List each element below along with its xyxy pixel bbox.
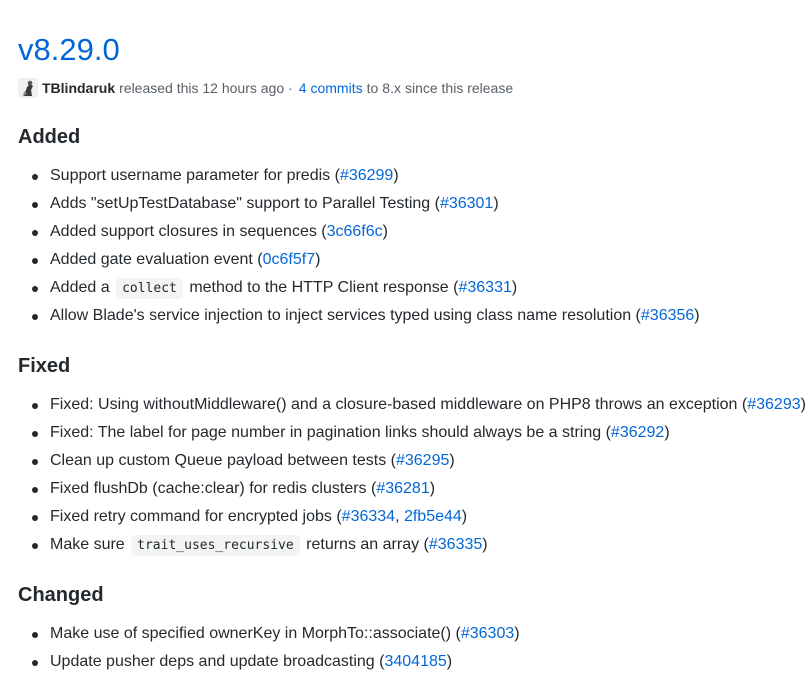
list-item: Adds "setUpTestDatabase" support to Parallel Testing (#36301): [18, 190, 809, 218]
inline-code: trait_uses_recursive: [131, 535, 300, 556]
list-item: Fixed retry command for encrypted jobs (#36334, 2fb5e44): [18, 503, 809, 531]
issue-link[interactable]: #36334: [341, 508, 396, 525]
inline-code: collect: [116, 278, 183, 299]
list-item: Make use of specified ownerKey in MorphTo::associate() (#36303): [18, 620, 809, 648]
issue-link[interactable]: #36293: [747, 396, 801, 413]
commit-link[interactable]: 2fb5e44: [403, 508, 462, 525]
list-item: Added support closures in sequences (3c66f6c): [18, 218, 809, 246]
list-item: Fixed: The label for page number in pagination links should always be a string (#36292): [18, 419, 809, 447]
author-avatar[interactable]: [18, 78, 38, 98]
author-link[interactable]: TBlindaruk: [42, 80, 116, 96]
section-heading-fixed: Fixed: [18, 355, 71, 377]
changed-list: [18, 620, 809, 676]
list-item: Added gate evaluation event (0c6f5f7): [18, 246, 809, 274]
commit-link[interactable]: 3c66f6c: [326, 223, 383, 240]
list-item: Allow Blade's service injection to inject services typed using class name resolution (#36356): [18, 302, 809, 330]
list-item: Support username parameter for predis (#36299): [18, 162, 809, 190]
issue-link[interactable]: #36295: [395, 452, 450, 469]
issue-link[interactable]: #36301: [439, 195, 494, 212]
commit-link[interactable]: 0c6f5f7: [262, 251, 316, 268]
fixed-list: [18, 391, 809, 559]
release-meta: [18, 78, 513, 98]
list-item: Fixed: Using withoutMiddleware() and a closure-based middleware on PHP8 throws an exception (#36293): [18, 391, 809, 419]
list-item: Make sure trait_uses_recursive returns an array (#36335): [18, 531, 809, 559]
issue-link[interactable]: #36299: [339, 167, 394, 184]
issue-link[interactable]: #36303: [460, 625, 515, 642]
list-item: Added a collect method to the HTTP Client response (#36331): [18, 274, 809, 302]
section-heading-added: Added: [18, 126, 81, 148]
released-text: released this 12 hours ago: [119, 80, 285, 96]
commit-link[interactable]: 3404185: [384, 653, 447, 670]
issue-link[interactable]: #36281: [376, 480, 430, 497]
issue-link[interactable]: #36356: [640, 307, 695, 324]
issue-link[interactable]: #36331: [458, 279, 512, 296]
commits-link[interactable]: 4 commits: [298, 80, 363, 96]
list-item: Clean up custom Queue payload between tests (#36295): [18, 447, 809, 475]
meta-separator: ·: [288, 80, 293, 96]
section-heading-changed: Changed: [18, 584, 104, 606]
release-version-link[interactable]: v8.29.0: [18, 32, 120, 67]
issue-link[interactable]: #36292: [610, 424, 665, 441]
since-text: since this release: [404, 80, 514, 96]
list-item: Fixed flushDb (cache:clear) for redis clusters (#36281): [18, 475, 809, 503]
added-list: [18, 162, 809, 330]
to-text: to: [366, 80, 379, 96]
branch-name: 8.x: [382, 80, 401, 96]
list-item: Update pusher deps and update broadcasting (3404185): [18, 648, 809, 676]
issue-link[interactable]: #36335: [428, 536, 483, 553]
